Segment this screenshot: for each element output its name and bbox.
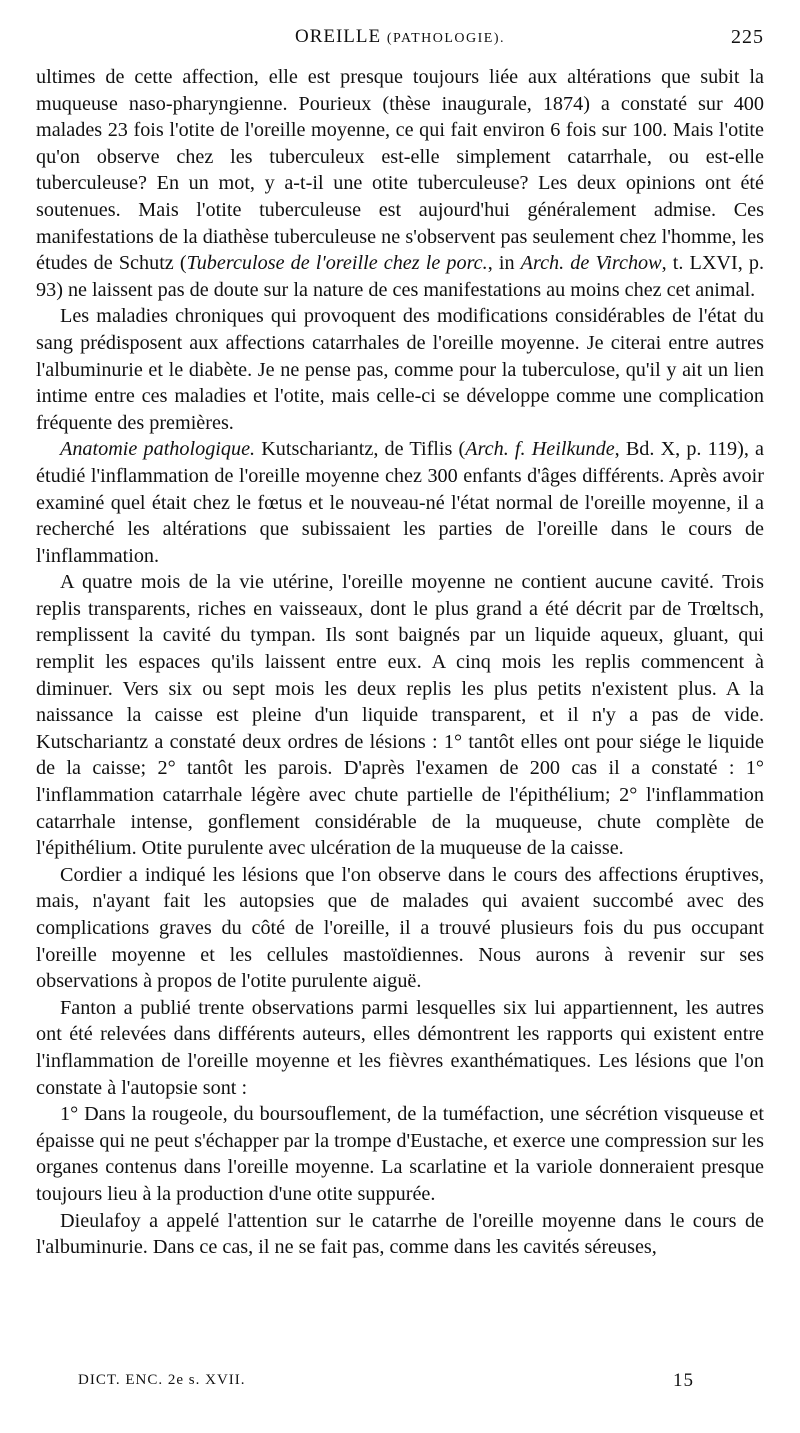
paragraph-7: 1° Dans la rougeole, du boursouflement, de la tuméfaction, une sécrétion visqueuse et épaisse qui ne peut s'échapper par la trompe d'Eustache, et exerce une compression sur les organes contenus dans l'oreille moyenne. La scarlatine et la variole donneraient presque toujours lieu à la production d'une otite suppurée.	[36, 1103, 764, 1205]
paragraph-4: A quatre mois de la vie utérine, l'oreille moyenne ne contient aucune cavité. Trois replis transparents, riches en vaisseaux, dont le plus grand a été décrit par de Trœltsch, remplissent la cavité du tympan. Ils sont baignés par un liquide aqueux, gluant, qui remplit les espaces qu'ils laissent entre eux. A cinq mois les replis commencent à diminuer. Vers six ou sept mois les deux replis les plus petits n'existent plus. A la naissance la caisse est pleine d'un liquide transparent, et il n'y a pas de vide. Kutschariantz a constaté deux ordres de lésions : 1° tantôt elles ont pour siége le liquide de la caisse; 2° tantôt les parois. D'après l'examen de 200 cas il a constaté : 1° l'inflammation catarrhale légère avec chute partielle de l'épithélium; 2° l'inflammation catarrhale intense, gonflement considérable de la muqueuse, chute complète de l'épithélium. Otite purulente avec ulcération de la muqueuse de la caisse.	[36, 571, 764, 860]
printer-signature: DICT. ENC. 2e s. XVII.	[78, 1372, 246, 1388]
journal-name: Arch. f. Heilkunde	[465, 438, 615, 461]
document-page	[36, 24, 764, 1261]
journal-name: Arch. de Virchow	[520, 252, 662, 275]
running-title-main: OREILLE	[294, 26, 382, 47]
running-title	[36, 26, 764, 48]
sheet-number: 15	[673, 1370, 694, 1391]
running-title-sub: (PATHOLOGIE).	[386, 31, 506, 46]
paragraph-6: Fanton a publié trente observations parmi lesquelles six lui appartiennent, les autres ont été relevées dans différents auteurs, elles démontrent les rapports qui existent entre l'inflammation de l'oreille moyenne et les fièvres exanthématiques. Les lésions que l'on constate à l'autopsie sont :	[36, 996, 764, 1099]
page-footer	[78, 1370, 714, 1396]
paragraph-2: Les maladies chroniques qui provoquent des modifications considérables de l'état du sang prédisposent aux affections catarrhales de l'oreille moyenne. Je citerai entre autres l'albuminurie et le diabète. Je ne pense pas, comme pour la tuberculose, qu'il y ait un lien intime entre ces maladies et l'otite, mais celle-ci se développe comme une complication fréquente des premières.	[36, 305, 764, 434]
body-text	[36, 64, 764, 1261]
paragraph-3: Anatomie pathologique. Kutschariantz, de Tiflis (Arch. f. Heilkunde, Bd. X, p. 119), a étudié l'inflammation de l'oreille moyenne chez 300 enfants d'âges différents. Après avoir examiné quel était chez le fœtus et le nouveau-né l'état normal de l'oreille moyenne, il a recherché les altérations que subissaient les parties de l'oreille dans le cours de l'inflammation.	[36, 438, 765, 567]
section-heading: Anatomie pathologique.	[60, 438, 256, 461]
paragraph-1: ultimes de cette affection, elle est presque toujours liée aux altérations que subit la muqueuse naso-pharyngienne. Pourieux (thèse inaugurale, 1874) a constaté sur 400 malades 23 fois l'otite de l'oreille moyenne, ce qui fait environ 6 fois sur 100. Mais l'otite qu'on observe chez les tuberculeux est-elle simplement catarrhale, ou est-elle tuberculeuse? En un mot, y a-t-il une otite tuberculeuse? Les deux opinions ont été soutenues. Mais l'otite tuberculeuse est aujourd'hui généralement admise. Ces manifestations de la diathèse tuberculeuse ne s'observent pas seulement chez l'homme, les études de Schutz (Tuberculose de l'oreille chez le porc., in Arch. de Virchow, t. LXVI, p. 93) ne laissent pas de doute sur la nature de ces manifestations au moins chez cet animal.	[36, 66, 765, 301]
running-head	[36, 24, 764, 54]
paragraph-5: Cordier a indiqué les lésions que l'on observe dans le cours des affections éruptives, mais, n'ayant fait les autopsies que de malades qui avaient succombé avec des complications graves du côté de l'oreille, il a trouvé plusieurs fois du pus occupant l'oreille moyenne et les cellules mastoïdiennes. Nous aurons à revenir sur ses observations à propos de l'otite purulente aiguë.	[36, 863, 764, 993]
page-number: 225	[731, 26, 764, 48]
reference-title: Tuberculose de l'oreille chez le porc.	[186, 252, 488, 275]
paragraph-8: Dieulafoy a appelé l'attention sur le catarrhe de l'oreille moyenne dans le cours de l'albuminurie. Dans ce cas, il ne se fait pas, comme dans les cavités séreuses,	[36, 1209, 764, 1259]
